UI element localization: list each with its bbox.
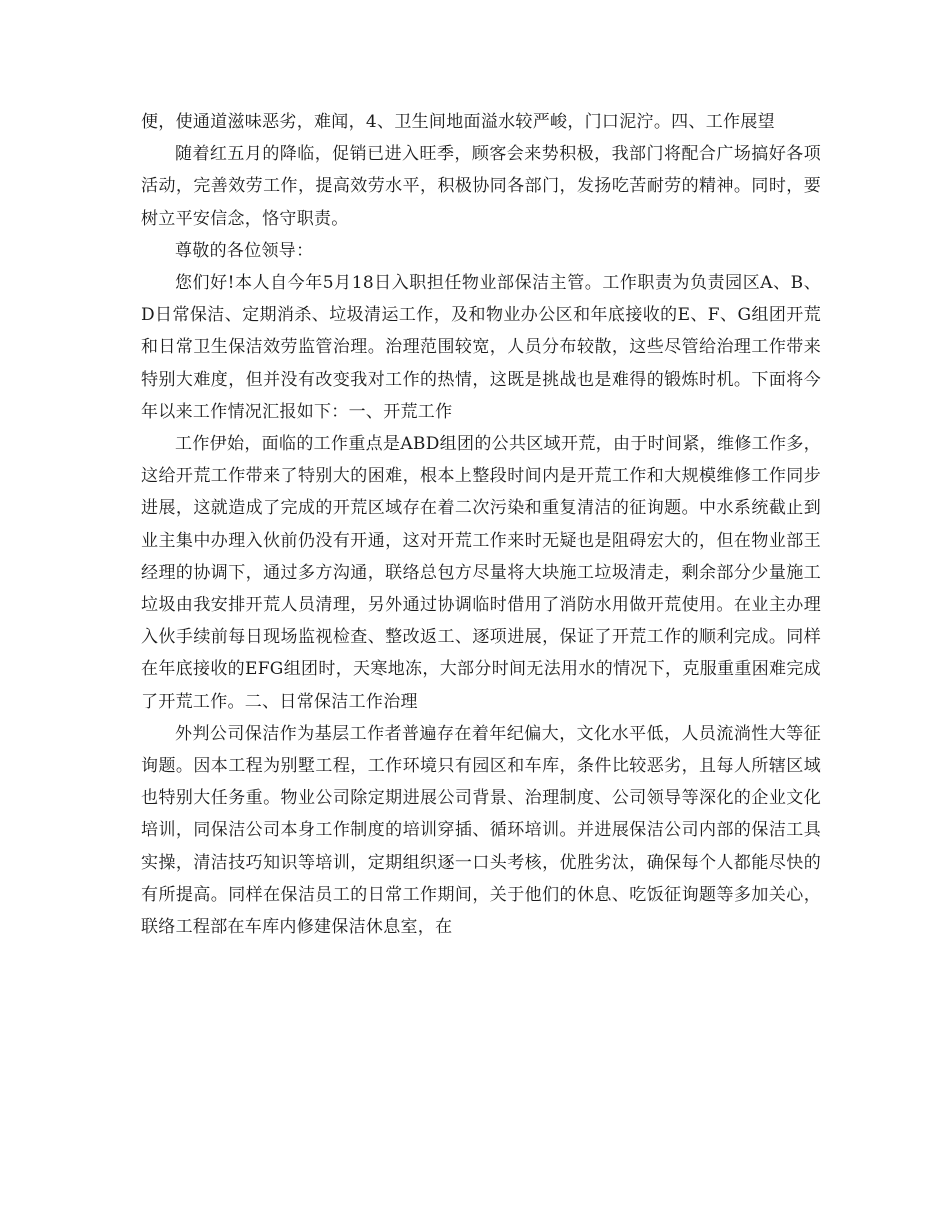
paragraph-daily-cleaning-management: 外判公司保洁作为基层工作者普遍存在着年纪偏大，文化水平低，人员流淌性大等征询题。因本工程为别墅工程，工作环境只有园区和车库，条件比较恶劣，且每人所辖区域也特别大任务重。物业公司除定期进展公司背景、治理制度、公司领导等深化的企业文化培训，同保洁公司本身工作制度的培训穿插、循环培训。并进展保洁公司内部的保洁工具实操，清洁技巧知识等培训，定期组织逐一口头考核，优胜劣汰，确保每个人都能尽快的有所提高。同样在保洁员工的日常工作期间，关于他们的休息、吃饭征询题等多加关心，联络工程部在车库内修建保洁休息室，在 <box>141 723 821 938</box>
paragraph-work-outlook: 随着红五月的降临，促销已进入旺季，顾客会来势积极，我部门将配合广场搞好各项活动，完善效劳工作，提高效劳水平，积极协同各部门，发扬吃苦耐劳的精神。同时，要树立平安信念，恪守职责。 <box>141 144 821 229</box>
document-body <box>141 106 821 943</box>
paragraph-salutation: 尊敬的各位领导： <box>175 240 314 261</box>
paragraph-continuation: 便，使通道滋味恶劣，难闻，4、卫生间地面溢水较严峻，门口泥泞。四、工作展望 <box>141 112 775 132</box>
paragraph-introduction: 您们好!本人自今年5月18日入职担任物业部保洁主管。工作职责为负责园区A、B、D日常保洁、定期消杀、垃圾清运工作，及和物业办公区和年底接收的E、F、G组团开荒和日常卫生保洁效劳监管治理。治理范围较宽，人员分布较散，这些尽管给治理工作带来特别大难度，但并没有改变我对工作的热情，这既是挑战也是难得的锻炼时机。下面将今年以来工作情况汇报如下：一、开荒工作 <box>141 273 821 422</box>
paragraph-land-clearing-work: 工作伊始，面临的工作重点是ABD组团的公共区域开荒，由于时间紧，维修工作多，这给开荒工作带来了特别大的困难，根本上整段时间内是开荒工作和大规模维修工作同步进展，这就造成了完成的开荒区域存在着二次污染和重复清洁的征询题。中水系统截止到业主集中办理入伙前仍没有开通，这对开荒工作来时无疑也是阻碍宏大的，但在物业部王经理的协调下，通过多方沟通，联络总包方尽量将大块施工垃圾清走，剩余部分少量施工垃圾由我安排开荒人员清理，另外通过协调临时借用了消防水用做开荒使用。在业主办理入伙手续前每日现场监视检查、整改返工、逐项进展，保证了开荒工作的顺利完成。同样在年底接收的EFG组团时，天寒地冻，大部分时间无法用水的情况下，克服重重困难完成了开荒工作。二、日常保洁工作治理 <box>141 434 821 712</box>
